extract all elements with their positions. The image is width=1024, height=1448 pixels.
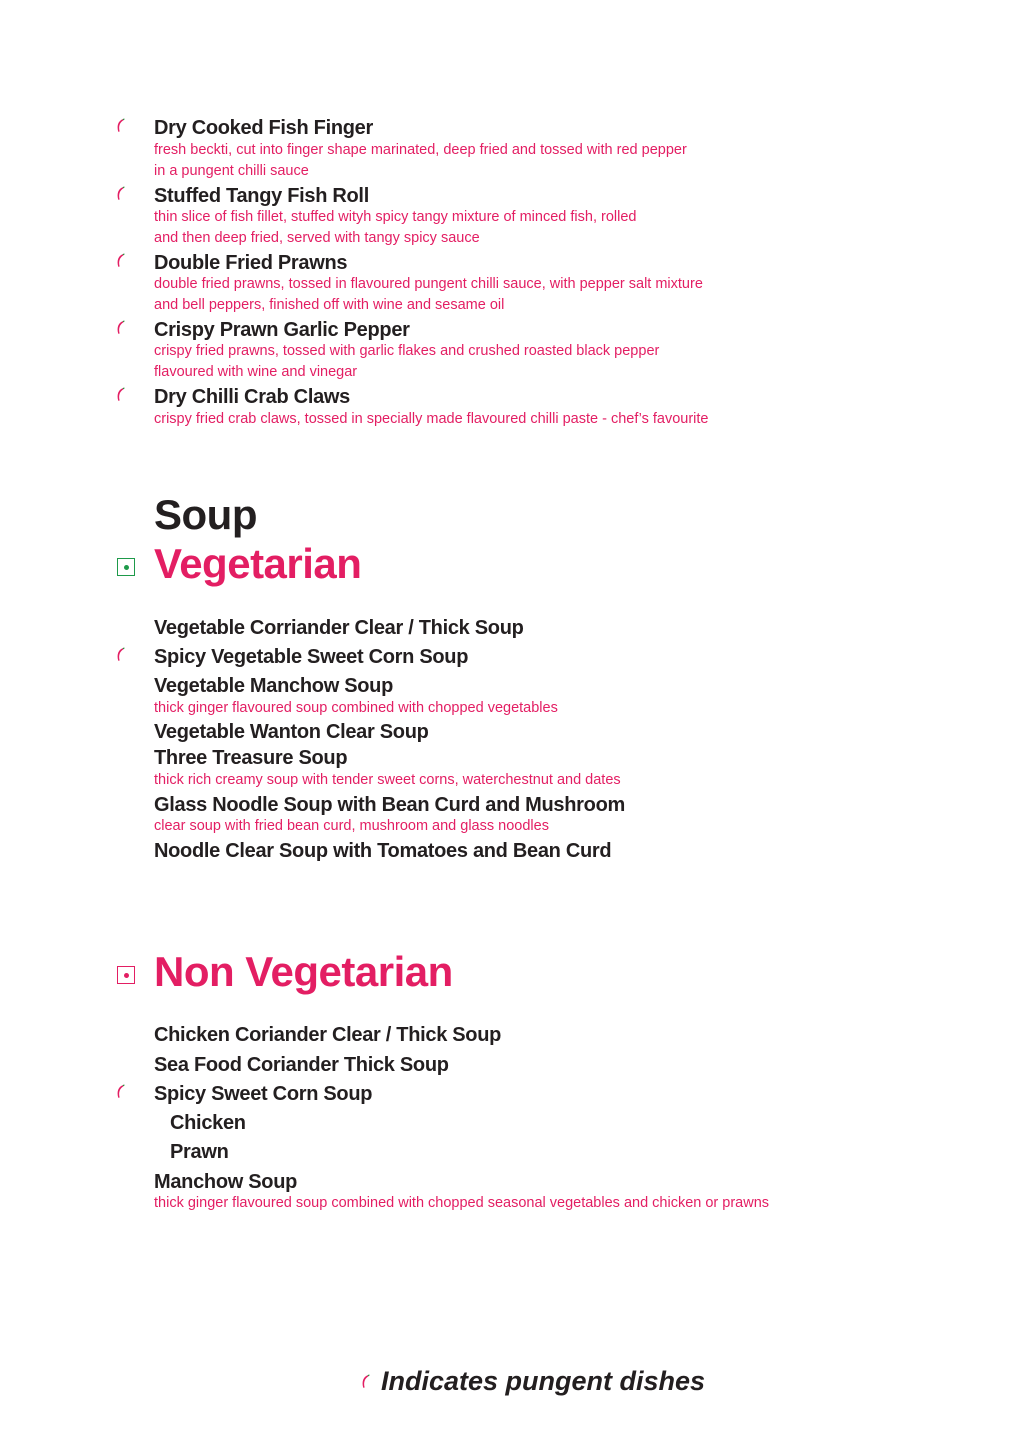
chili-icon xyxy=(115,320,125,335)
dish-name: Dry Cooked Fish Finger xyxy=(154,117,373,139)
nonveg-symbol-icon xyxy=(117,966,135,984)
chili-icon xyxy=(115,186,125,201)
category-title-vegetarian: Vegetarian xyxy=(154,540,362,587)
dish-description: in a pungent chilli sauce xyxy=(154,163,309,179)
soup-description: thick rich creamy soup with tender sweet corns, waterchestnut and dates xyxy=(154,772,621,788)
soup-name: Vegetable Wanton Clear Soup xyxy=(154,721,429,743)
chili-icon xyxy=(115,647,125,662)
dish-description: crispy fried prawns, tossed with garlic flakes and crushed roasted black pepper xyxy=(154,343,660,359)
soup-description: thick ginger flavoured soup combined with chopped vegetables xyxy=(154,700,558,716)
chili-icon xyxy=(115,253,125,268)
soup-name: Chicken Coriander Clear / Thick Soup xyxy=(154,1024,502,1046)
dish-description: and then deep fried, served with tangy spicy sauce xyxy=(154,230,480,246)
dish-description: double fried prawns, tossed in flavoured pungent chilli sauce, with pepper salt mixture xyxy=(154,276,703,292)
veg-symbol-icon xyxy=(117,558,135,576)
soup-option: Prawn xyxy=(170,1141,229,1163)
soup-name: Noodle Clear Soup with Tomatoes and Bean Curd xyxy=(154,840,612,862)
soup-option: Chicken xyxy=(170,1112,246,1134)
chili-icon xyxy=(115,118,125,133)
dish-description: fresh beckti, cut into finger shape marinated, deep fried and tossed with red pepper xyxy=(154,142,687,158)
dish-name: Crispy Prawn Garlic Pepper xyxy=(154,319,410,341)
dish-description: crispy fried crab claws, tossed in specially made flavoured chilli paste - chef’s favourite xyxy=(154,411,709,427)
chili-icon xyxy=(360,1374,370,1389)
chili-icon xyxy=(115,387,125,402)
soup-description: clear soup with fried bean curd, mushroom and glass noodles xyxy=(154,818,549,834)
soup-name: Manchow Soup xyxy=(154,1171,298,1193)
dish-description: flavoured with wine and vinegar xyxy=(154,364,358,380)
soup-name: Glass Noodle Soup with Bean Curd and Mushroom xyxy=(154,794,625,816)
category-title-non-vegetarian: Non Vegetarian xyxy=(154,948,453,995)
soup-name: Spicy Sweet Corn Soup xyxy=(154,1083,373,1105)
soup-description: thick ginger flavoured soup combined with chopped seasonal vegetables and chicken or prawns xyxy=(154,1195,770,1211)
soup-name: Vegetable Corriander Clear / Thick Soup xyxy=(154,617,524,639)
pungent-legend: Indicates pungent dishes xyxy=(381,1366,706,1396)
dish-name: Stuffed Tangy Fish Roll xyxy=(154,185,369,207)
section-heading-soup: Soup xyxy=(154,491,257,538)
soup-name: Three Treasure Soup xyxy=(154,747,348,769)
soup-name: Vegetable Manchow Soup xyxy=(154,675,393,697)
dish-description: and bell peppers, finished off with wine and sesame oil xyxy=(154,297,505,313)
soup-name: Sea Food Coriander Thick Soup xyxy=(154,1054,449,1076)
dish-name: Dry Chilli Crab Claws xyxy=(154,386,350,408)
dish-description: thin slice of fish fillet, stuffed wityh spicy tangy mixture of minced fish, rolled xyxy=(154,209,637,225)
soup-name: Spicy Vegetable Sweet Corn Soup xyxy=(154,646,469,668)
dish-name: Double Fried Prawns xyxy=(154,252,348,274)
chili-icon xyxy=(115,1084,125,1099)
